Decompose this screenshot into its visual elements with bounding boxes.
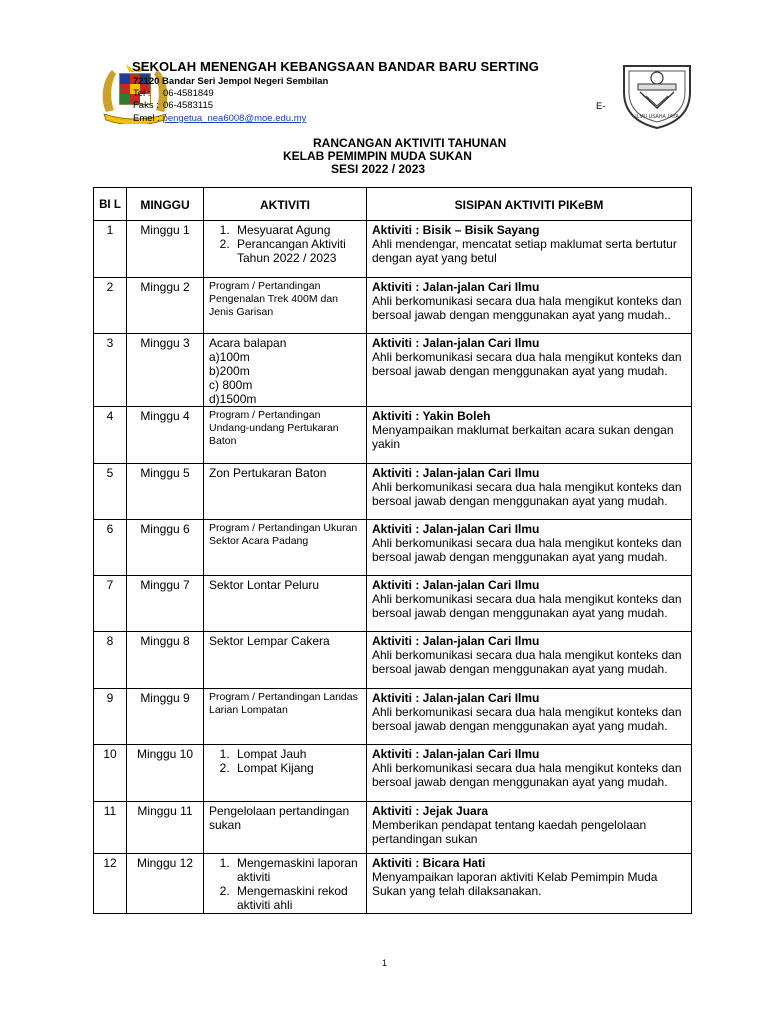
aktiviti-line: c) 800m: [209, 378, 253, 392]
cell-minggu: Minggu 8: [127, 632, 204, 689]
cell-sisipan: [367, 520, 692, 576]
table-row: [94, 745, 692, 802]
cell-aktiviti: Pengelolaan pertandingan sukan: [204, 802, 367, 854]
cell-bil: 11: [94, 802, 127, 854]
sisipan-title: Aktiviti : Jejak Juara: [372, 804, 489, 818]
telephone-label: Tel :: [133, 88, 151, 99]
cell-aktiviti: Program / Pertandingan Pengenalan Trek 400M dan Jenis Garisan: [204, 278, 367, 334]
email-label: Emel :: [133, 113, 160, 124]
fax-number: 06-4583115: [163, 100, 214, 111]
email-line: [133, 113, 306, 124]
sisipan-title: Aktiviti : Jalan-jalan Cari Ilmu: [372, 522, 540, 536]
cell-bil: 5: [94, 464, 127, 520]
e-mark: E-: [596, 101, 606, 112]
table-row: [94, 464, 692, 520]
cell-aktiviti: [204, 334, 367, 407]
cell-aktiviti: Zon Pertukaran Baton: [204, 464, 367, 520]
cell-minggu: Minggu 11: [127, 802, 204, 854]
cell-bil: 4: [94, 407, 127, 464]
activity-plan-table: [93, 187, 692, 914]
sisipan-title: Aktiviti : Jalan-jalan Cari Ilmu: [372, 578, 540, 592]
table-row: [94, 221, 692, 278]
aktiviti-line: Acara balapan: [209, 336, 287, 350]
sisipan-description: Ahli berkomunikasi secara dua hala mengikut konteks dan bersoal jawab dengan menggunakan ayat yang mudah.: [372, 480, 682, 508]
school-name: SEKOLAH MENENGAH KEBANGSAAN BANDAR BARU SERTING: [132, 59, 539, 74]
club-name: KELAB PEMIMPIN MUDA SUKAN: [283, 149, 472, 163]
sisipan-description: Menyampaikan laporan aktiviti Kelab Pemimpin Muda Sukan yang telah dilaksanakan.: [372, 870, 658, 898]
school-crest-logo-icon: [616, 62, 698, 130]
cell-sisipan: [367, 407, 692, 464]
header-bil: BI L: [94, 188, 127, 221]
cell-sisipan: [367, 745, 692, 802]
list-item: 1. Lompat Jauh: [233, 747, 361, 761]
cell-sisipan: [367, 632, 692, 689]
aktiviti-line: b)200m: [209, 364, 250, 378]
cell-aktiviti: Program / Pertandingan Landas Larian Lompatan: [204, 689, 367, 745]
cell-aktiviti: Program / Pertandingan Undang-undang Pertukaran Baton: [204, 407, 367, 464]
list-item: 2. Lompat Kijang: [233, 761, 361, 775]
sisipan-description: Ahli berkomunikasi secara dua hala mengikut konteks dan bersoal jawab dengan menggunakan ayat yang mudah.: [372, 592, 682, 620]
document-title: RANCANGAN AKTIVITI TAHUNAN: [313, 136, 507, 150]
cell-sisipan: [367, 854, 692, 914]
sisipan-title: Aktiviti : Jalan-jalan Cari Ilmu: [372, 747, 540, 761]
cell-minggu: Minggu 4: [127, 407, 204, 464]
school-address: 72120 Bandar Seri Jempol Negeri Sembilan: [133, 76, 329, 87]
sisipan-title: Aktiviti : Jalan-jalan Cari Ilmu: [372, 691, 540, 705]
sisipan-description: Ahli berkomunikasi secara dua hala mengikut konteks dan bersoal jawab dengan menggunakan ayat yang mudah.: [372, 648, 682, 676]
cell-minggu: Minggu 7: [127, 576, 204, 632]
table-row: [94, 632, 692, 689]
fax-label: Faks :: [133, 100, 159, 111]
cell-minggu: Minggu 6: [127, 520, 204, 576]
table-row: [94, 278, 692, 334]
aktiviti-line: d)1500m: [209, 392, 257, 406]
cell-aktiviti: Sektor Lempar Cakera: [204, 632, 367, 689]
cell-sisipan: [367, 221, 692, 278]
cell-minggu: Minggu 2: [127, 278, 204, 334]
sisipan-description: Ahli berkomunikasi secara dua hala mengikut konteks dan bersoal jawab dengan menggunakan ayat yang mudah.: [372, 350, 682, 378]
cell-bil: 10: [94, 745, 127, 802]
header-minggu: MINGGU: [127, 188, 204, 221]
session-label: SESI 2022 / 2023: [331, 162, 426, 176]
list-item: 1. Mengemaskini laporan aktiviti: [233, 856, 361, 884]
school-logo-motto: ILMU USAHA JAYA: [635, 114, 679, 120]
sisipan-title: Aktiviti : Yakin Boleh: [372, 409, 491, 423]
table-row: [94, 802, 692, 854]
table-row: [94, 407, 692, 464]
cell-minggu: Minggu 5: [127, 464, 204, 520]
list-item: 1. Mesyuarat Agung: [233, 223, 361, 237]
cell-sisipan: [367, 464, 692, 520]
cell-minggu: Minggu 1: [127, 221, 204, 278]
cell-sisipan: [367, 689, 692, 745]
cell-bil: 1: [94, 221, 127, 278]
sisipan-title: Aktiviti : Jalan-jalan Cari Ilmu: [372, 280, 540, 294]
page-number: 1: [382, 958, 388, 968]
cell-minggu: Minggu 10: [127, 745, 204, 802]
cell-aktiviti: [204, 854, 367, 914]
cell-sisipan: [367, 278, 692, 334]
cell-aktiviti: [204, 745, 367, 802]
list-item: 2. Perancangan Aktiviti Tahun 2022 / 2023: [233, 237, 361, 265]
sisipan-description: Ahli berkomunikasi secara dua hala mengikut konteks dan bersoal jawab dengan menggunakan ayat yang mudah.: [372, 536, 682, 564]
table-row: [94, 576, 692, 632]
cell-bil: 12: [94, 854, 127, 914]
sisipan-title: Aktiviti : Jalan-jalan Cari Ilmu: [372, 336, 540, 350]
email-link[interactable]: pengetua_nea6008@moe.edu.my: [162, 113, 307, 124]
cell-minggu: Minggu 12: [127, 854, 204, 914]
sisipan-description: Ahli mendengar, mencatat setiap maklumat serta bertutur dengan ayat yang betul: [372, 237, 677, 265]
cell-aktiviti: Sektor Lontar Peluru: [204, 576, 367, 632]
sisipan-title: Aktiviti : Jalan-jalan Cari Ilmu: [372, 634, 540, 648]
cell-bil: 6: [94, 520, 127, 576]
fax-line: [133, 100, 213, 111]
list-item: 2. Mengemaskini rekod aktiviti ahli: [233, 884, 361, 912]
cell-sisipan: [367, 802, 692, 854]
cell-bil: 3: [94, 334, 127, 407]
sisipan-description: Ahli berkomunikasi secara dua hala mengikut konteks dan bersoal jawab dengan menggunakan ayat yang mudah.: [372, 761, 682, 789]
sisipan-description: Memberikan pendapat tentang kaedah pengelolaan pertandingan sukan: [372, 818, 647, 846]
header-aktiviti: AKTIVITI: [204, 188, 367, 221]
cell-sisipan: [367, 576, 692, 632]
telephone-line: [133, 88, 214, 99]
cell-bil: 9: [94, 689, 127, 745]
sisipan-description: Ahli berkomunikasi secara dua hala mengikut konteks dan bersoal jawab dengan menggunakan ayat yang mudah..: [372, 294, 682, 322]
table-header-row: [94, 188, 692, 221]
cell-bil: 7: [94, 576, 127, 632]
table-row: [94, 520, 692, 576]
cell-aktiviti: [204, 221, 367, 278]
sisipan-description: Ahli berkomunikasi secara dua hala mengikut konteks dan bersoal jawab dengan menggunakan ayat yang mudah.: [372, 705, 682, 733]
telephone-number: 06-4581849: [163, 88, 214, 99]
sisipan-description: Menyampaikan maklumat berkaitan acara sukan dengan yakin: [372, 423, 674, 451]
sisipan-title: Aktiviti : Bisik – Bisik Sayang: [372, 223, 540, 237]
cell-aktiviti: Program / Pertandingan Ukuran Sektor Acara Padang: [204, 520, 367, 576]
table-row: [94, 689, 692, 745]
sisipan-title: Aktiviti : Bicara Hati: [372, 856, 486, 870]
cell-bil: 2: [94, 278, 127, 334]
cell-bil: 8: [94, 632, 127, 689]
table-row: [94, 334, 692, 407]
table-row: [94, 854, 692, 914]
cell-minggu: Minggu 9: [127, 689, 204, 745]
aktiviti-line: a)100m: [209, 350, 250, 364]
cell-minggu: Minggu 3: [127, 334, 204, 407]
cell-sisipan: [367, 334, 692, 407]
header-sisipan: SISIPAN AKTIVITI PIKeBM: [367, 188, 692, 221]
sisipan-title: Aktiviti : Jalan-jalan Cari Ilmu: [372, 466, 540, 480]
